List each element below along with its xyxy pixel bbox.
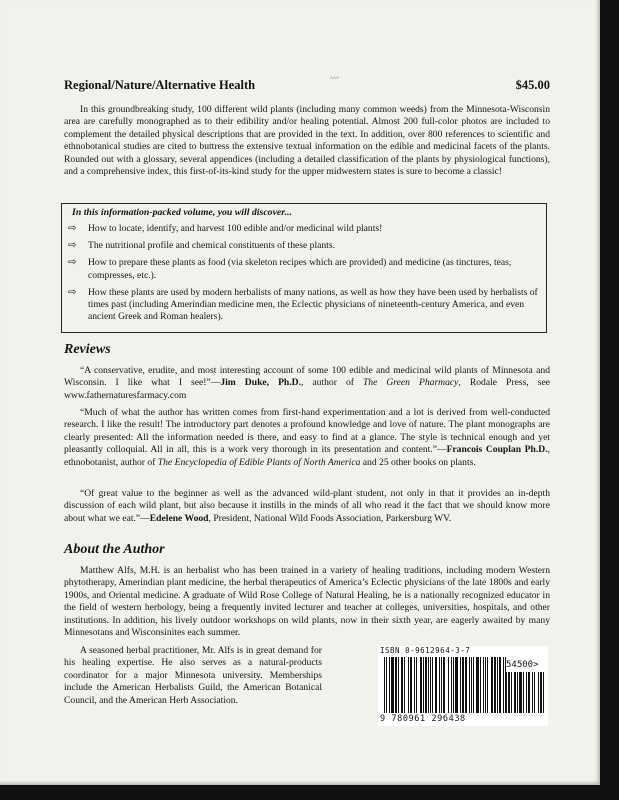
barcode-bar — [543, 672, 544, 713]
barcode-bar — [480, 657, 481, 713]
review-attribution: , author of — [301, 377, 363, 389]
barcode-bar — [451, 657, 452, 713]
list-item — [68, 223, 538, 235]
review-quote: “A conservative, erudite, and most interesting account of some 100 edible and medicinal wild plants of Minnesota and Wisconsin. I like what I see!”— — [64, 365, 550, 389]
about-memberships-paragraph: A seasoned herbal practitioner, Mr. Alfs is in great demand for his healing expertise. He also serves as a natural-products coordinator for a major Minnesota university. Memberships include the American Herbalists Guild, the American Botanical Council, and the American Herb Association. — [64, 645, 322, 706]
barcode-bar — [508, 672, 510, 713]
review-tail: , Rodale Press, see www.fathernaturesfarmacy.com — [64, 377, 550, 401]
barcode-bar — [499, 657, 501, 713]
review-attribution: , ethnobotanist, author of — [64, 444, 550, 468]
barcode-bar — [384, 657, 385, 713]
list-item-text: How to locate, identify, and harvest 100 edible and/or medicinal wild plants! — [88, 223, 383, 234]
review-author: Edelene Wood — [149, 512, 209, 524]
barcode-bar — [497, 657, 498, 713]
barcode-bar — [526, 672, 527, 713]
barcode-bar — [485, 657, 486, 713]
barcode-bar — [494, 657, 496, 713]
barcode-bar — [462, 657, 464, 713]
isbn-label: ISBN 0-9612964-3-7 — [380, 646, 471, 655]
barcode-bar — [401, 657, 403, 713]
barcode-bar — [511, 672, 512, 713]
list-item — [68, 257, 538, 281]
barcode-bar — [476, 657, 479, 713]
barcode-bar — [503, 657, 504, 713]
barcode-bar — [538, 672, 539, 713]
barcode-bar — [505, 657, 506, 713]
barcode-bar — [532, 672, 533, 713]
barcode-bar — [528, 672, 530, 713]
barcode-price-code: 54500> — [506, 660, 539, 670]
barcode-bar — [420, 657, 422, 713]
arrow-right-icon: ⇨ — [68, 240, 77, 252]
review-author: Francois Couplan Ph.D. — [446, 444, 548, 456]
review-work-title: The Green Pharmacy — [362, 377, 459, 389]
arrow-right-icon: ⇨ — [68, 223, 77, 234]
barcode-bar — [404, 657, 405, 713]
barcode-bar — [416, 657, 417, 713]
barcode-bar — [453, 657, 454, 713]
page-edge-shadow-bottom — [0, 785, 619, 800]
barcode-bar — [386, 657, 387, 713]
barcode-bar — [414, 657, 415, 713]
barcode-bar — [514, 672, 516, 713]
barcode-bar — [448, 657, 449, 713]
about-title: About the Author — [64, 542, 165, 557]
barcode-bar — [398, 657, 399, 713]
arrow-right-icon: ⇨ — [68, 286, 77, 298]
header-line — [64, 78, 550, 93]
list-item-text: How these plants are used by modern herbalists of many nations, as well as how they have been used by herbalists of times past (including Amerindian medicine men, the Eclectic physicians of nineteenth-century America, and even ancient Greek and Roman healers). — [88, 286, 538, 323]
review-quote: “Much of what the author has written comes from first-hand experimentation and a lot is derived from well-conducted research. I like the result! The introductory part denotes a profound knowledge and love of nature. The plant monographs are clearly presented: All the information needed is there, and easy to find at a glance. The style is technical enough and yet pleasantly colloquial. All in all, this is a work very thorough in its presentation and content.”— — [64, 407, 550, 456]
barcode-bar — [439, 657, 440, 713]
review-quote: “Of great value to the beginner as well as the advanced wild-plant student, not only in that it provides an in-depth discussion of each wild plant, but also because it instills in the minds of all who read it the fact that we should know more about what we eat.”— — [64, 488, 550, 524]
barcode-bar — [473, 657, 474, 713]
barcode-bar — [441, 657, 442, 713]
list-item — [68, 287, 538, 324]
barcode-bar — [423, 657, 424, 713]
barcode-digits: 9 780961 296438 — [380, 714, 466, 724]
intro-paragraph: In this groundbreaking study, 100 different wild plants (including many common weeds) from the Minnesota-Wisconsin area are carefully monographed as to their edibility and/or healing potential. Almost 200 full-color photos are included to complement the detailed physical descriptions that are provided in the text. In addition, over 800 references to scientific and ethnobotanical studies are cited to buttress the extensive textual information on the edible and medicinal facets of the plants. Rounded out with a glossary, several appendices (including a detailed classification of the plants by physiological functions), and a comprehensive index, this first-of-its-kind study for the upper midwestern states is sure to become a classic! — [64, 104, 550, 178]
barcode-bar — [443, 657, 445, 713]
reviews-title: Reviews — [64, 342, 111, 357]
barcode-bar — [519, 672, 522, 713]
barcode-bar — [389, 657, 390, 713]
barcode-bar — [487, 657, 488, 713]
barcode-bar — [395, 657, 397, 713]
discover-box — [61, 203, 547, 333]
barcode-bar — [408, 657, 409, 713]
arrow-right-icon: ⇨ — [68, 257, 77, 269]
category-label: Regional/Nature/Alternative Health — [64, 78, 256, 92]
barcode-bar — [483, 657, 484, 713]
cover-scuff-mark: ʌʌʌ — [330, 75, 339, 81]
barcode-bar — [491, 657, 493, 713]
review-paragraph — [64, 365, 550, 402]
barcode-bar — [460, 657, 461, 713]
review-paragraph — [64, 488, 550, 525]
review-tail: and 25 other books on plants. — [360, 456, 476, 468]
barcode-bar — [435, 657, 437, 713]
barcode-bar — [391, 657, 394, 713]
barcode-bar — [534, 672, 535, 713]
list-item-text: How to prepare these plants as food (via skeleton recipes which are provided) and medicine (as tinctures, teas, compresses, etc.). — [88, 257, 512, 281]
review-author: Jim Duke, Ph.D. — [220, 377, 301, 389]
barcode-bar — [471, 657, 472, 713]
barcode-bar — [425, 657, 427, 713]
barcode-bar — [455, 657, 458, 713]
review-work-title: The Encyclopedia of Edible Plants of North America — [157, 456, 361, 468]
barcode-bar — [523, 672, 524, 713]
barcode-bar — [517, 672, 518, 713]
review-attribution: , President, National Wild Foods Association, Parkersburg WV. — [208, 512, 452, 524]
barcode-bar — [432, 657, 433, 713]
discover-heading: In this information-packed volume, you will discover... — [72, 207, 292, 218]
list-item-text: The nutritional profile and chemical constituents of these plants. — [88, 240, 335, 252]
discover-list — [68, 223, 538, 323]
barcode-bar — [410, 657, 412, 713]
price-label: $45.00 — [515, 78, 550, 92]
barcode-bar — [506, 672, 507, 713]
barcode-bar — [428, 657, 429, 713]
list-item — [68, 240, 538, 252]
isbn-barcode — [378, 646, 548, 726]
barcode-bar — [465, 657, 467, 713]
about-bio-paragraph: Matthew Alfs, M.H. is an herbalist who has been trained in a variety of healing traditions, including modern Western phytotherapy, Amerindian plant medicine, the herbal therapeutics of America’s Eclectic physicians of the late 1800s and early 1900s, and Oriental medicine. A graduate of Wild Rose College of Natural Healing, he is a nationally recognized educator in the field of western herbology, being a frequently invited lecturer and teacher at colleges, universities, hospitals, and other institutions. In addition, his lively outdoor workshops on wild plants, now in their sixth year, are eagerly awaited by many Minnesotans and Wisconsinites each summer. — [64, 565, 550, 639]
barcode-bar — [469, 657, 470, 713]
review-paragraph — [64, 407, 550, 469]
barcode-bar — [540, 672, 542, 713]
barcode-bar — [430, 657, 431, 713]
page-edge-shadow — [600, 0, 619, 800]
